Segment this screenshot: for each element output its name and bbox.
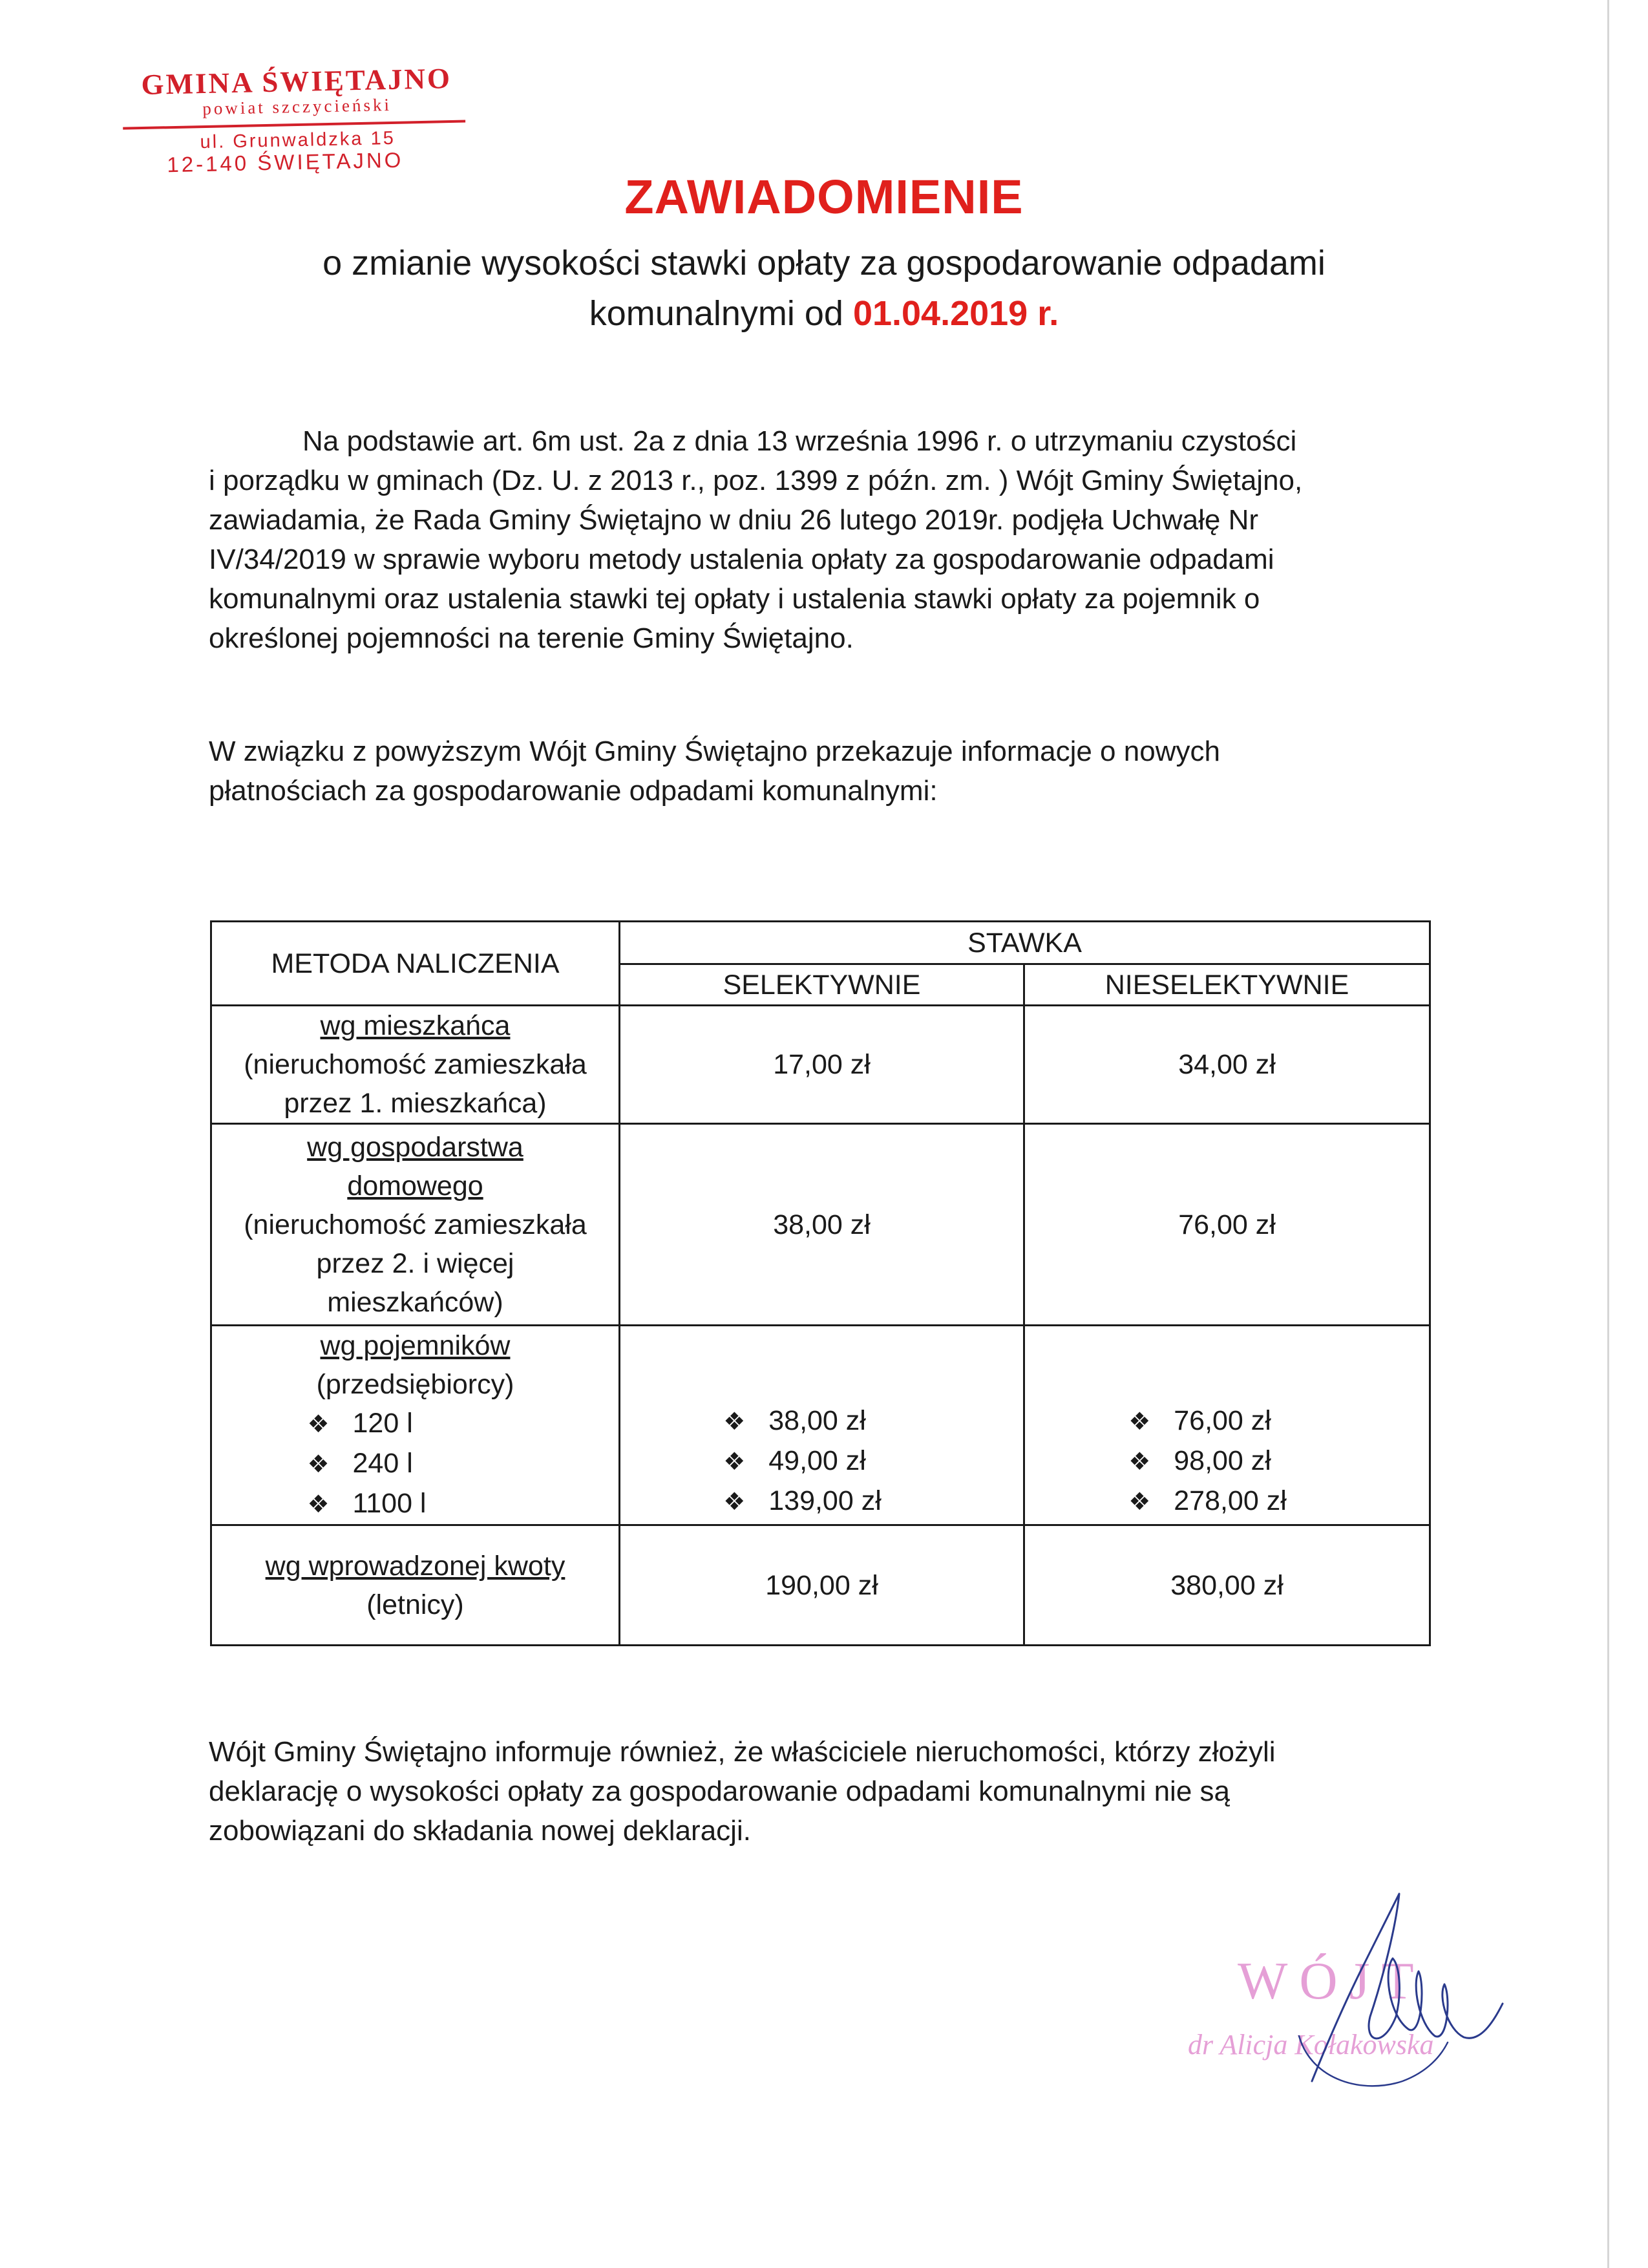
method-desc: (nieruchomość zamieszkała	[244, 1209, 587, 1240]
method-desc: przez 2. i więcej	[316, 1247, 514, 1279]
list-item	[1128, 1441, 1287, 1481]
list-item	[308, 1444, 427, 1484]
closing-line: deklarację o wysokości opłaty za gospodarowanie odpadami komunalnymi nie są	[209, 1775, 1230, 1807]
info-paragraph	[209, 732, 1437, 811]
container-rate-list	[723, 1401, 882, 1521]
method-title: wg gospodarstwa	[307, 1131, 523, 1163]
diamond-bullet-icon: ❖	[1128, 1448, 1151, 1476]
method-desc: mieszkańców)	[327, 1286, 503, 1318]
rate-selective: 38,00 zł	[620, 1124, 1024, 1326]
diamond-bullet-icon: ❖	[307, 1451, 330, 1478]
method-household	[211, 1124, 620, 1326]
fee-table	[210, 920, 1431, 1646]
header-method: METODA NALICZENIA	[211, 922, 620, 1006]
header-rate: STAWKA	[620, 922, 1430, 964]
container-rate: 49,00 zł	[768, 1445, 866, 1476]
info-line: W związku z powyższym Wójt Gminy Świętajno przekazuje informacje o nowych	[209, 736, 1220, 767]
container-rate: 278,00 zł	[1174, 1485, 1287, 1516]
diamond-bullet-icon: ❖	[307, 1491, 330, 1518]
intro-line: komunalnymi oraz ustalenia stawki tej opłaty i ustalenia stawki opłaty za pojemnik o	[209, 583, 1260, 615]
intro-line: i porządku w gminach (Dz. U. z 2013 r., poz. 1399 z późn. zm. ) Wójt Gminy Świętajno,	[209, 465, 1303, 496]
stamp-name: GMINA ŚWIĘTAJNO	[141, 61, 452, 101]
container-rate: 76,00 zł	[1174, 1405, 1271, 1436]
rate-selective: 190,00 zł	[620, 1525, 1024, 1646]
intro-line: IV/34/2019 w sprawie wyboru metody ustalenia opłaty za gospodarowanie odpadami	[209, 544, 1274, 575]
handwritten-signature	[1286, 1887, 1532, 2094]
rate-nonselective: 76,00 zł	[1024, 1124, 1430, 1326]
diamond-bullet-icon: ❖	[723, 1408, 746, 1436]
stamp-county: powiat szczycieński	[202, 94, 392, 119]
intro-line: określonej pojemności na terenie Gminy Świętajno.	[209, 622, 854, 654]
list-item	[723, 1481, 882, 1521]
diamond-bullet-icon: ❖	[1128, 1408, 1151, 1436]
municipality-stamp	[121, 61, 472, 178]
list-item	[1128, 1401, 1287, 1441]
info-line: płatnościach za gospodarowanie odpadami komunalnymi:	[209, 775, 938, 807]
closing-line: Wójt Gminy Świętajno informuje również, że właściciele nieruchomości, którzy złożyli	[209, 1736, 1276, 1768]
effective-date: 01.04.2019 r.	[852, 294, 1059, 333]
diamond-bullet-icon: ❖	[1128, 1489, 1151, 1516]
header-selective: SELEKTYWNIE	[620, 964, 1024, 1006]
diamond-bullet-icon: ❖	[723, 1489, 746, 1516]
signature-stroke	[1299, 2036, 1448, 2086]
rate-nonselective	[1024, 1326, 1430, 1525]
method-desc: (przedsiębiorcy)	[316, 1369, 514, 1400]
method-title: wg mieszkańca	[320, 1010, 511, 1041]
intro-paragraph	[209, 421, 1437, 658]
method-desc: przez 1. mieszkańca)	[284, 1088, 547, 1119]
method-resident	[211, 1006, 620, 1124]
container-rate: 38,00 zł	[768, 1405, 866, 1436]
stamp-city: 12-140 ŚWIĘTAJNO	[167, 147, 404, 177]
closing-paragraph	[209, 1732, 1437, 1850]
intro-line: zawiadamia, że Rada Gminy Świętajno w dniu 26 lutego 2019r. podjęła Uchwałę Nr	[209, 504, 1259, 536]
list-item	[308, 1484, 427, 1524]
list-item	[308, 1404, 427, 1444]
list-item	[1128, 1481, 1287, 1521]
diamond-bullet-icon: ❖	[307, 1411, 330, 1438]
signature-stamp-title: WÓJT	[1238, 1951, 1426, 2010]
table-row	[211, 1525, 1430, 1646]
method-title: wg pojemników	[320, 1330, 511, 1361]
table-row	[211, 1006, 1430, 1124]
rate-selective	[620, 1326, 1024, 1525]
diamond-bullet-icon: ❖	[723, 1448, 746, 1476]
list-item	[723, 1441, 882, 1481]
rate-selective: 17,00 zł	[620, 1006, 1024, 1124]
container-size: 120 l	[352, 1408, 413, 1439]
method-declared	[211, 1525, 620, 1646]
stamp-street: ul. Grunwaldzka 15	[200, 127, 396, 153]
signature-stroke	[1312, 1894, 1503, 2081]
table-header-row	[211, 922, 1430, 964]
container-size: 240 l	[352, 1448, 413, 1479]
rate-nonselective: 380,00 zł	[1024, 1525, 1430, 1646]
page-edge	[1607, 0, 1609, 2268]
subtitle-line-2	[129, 288, 1519, 339]
rate-nonselective: 34,00 zł	[1024, 1006, 1430, 1124]
container-rate: 98,00 zł	[1174, 1445, 1271, 1476]
method-desc: (nieruchomość zamieszkała	[244, 1049, 587, 1080]
list-item	[723, 1401, 882, 1441]
subtitle-line-1: o zmianie wysokości stawki opłaty za gospodarowanie odpadami	[322, 244, 1326, 282]
method-containers	[211, 1326, 620, 1525]
container-size-list	[308, 1404, 427, 1524]
document-subtitle	[129, 238, 1519, 339]
table-row	[211, 1124, 1430, 1326]
header-nonselective: NIESELEKTYWNIE	[1024, 964, 1430, 1006]
closing-line: zobowiązani do składania nowej deklaracji.	[209, 1815, 751, 1847]
container-rate: 139,00 zł	[768, 1485, 882, 1516]
intro-line: Na podstawie art. 6m ust. 2a z dnia 13 września 1996 r. o utrzymaniu czystości	[302, 425, 1297, 457]
table-row	[211, 1326, 1430, 1525]
signature-stamp-name: dr Alicja Kołakowska	[1188, 2029, 1434, 2061]
document-title: ZAWIADOMIENIE	[624, 170, 1024, 224]
container-rate-list	[1128, 1401, 1287, 1521]
subtitle-prefix: komunalnymi od	[589, 294, 853, 333]
method-desc: (letnicy)	[366, 1589, 464, 1620]
container-size: 1100 l	[352, 1488, 427, 1519]
method-title: domowego	[347, 1170, 483, 1202]
method-title: wg wprowadzonej kwoty	[265, 1550, 565, 1582]
